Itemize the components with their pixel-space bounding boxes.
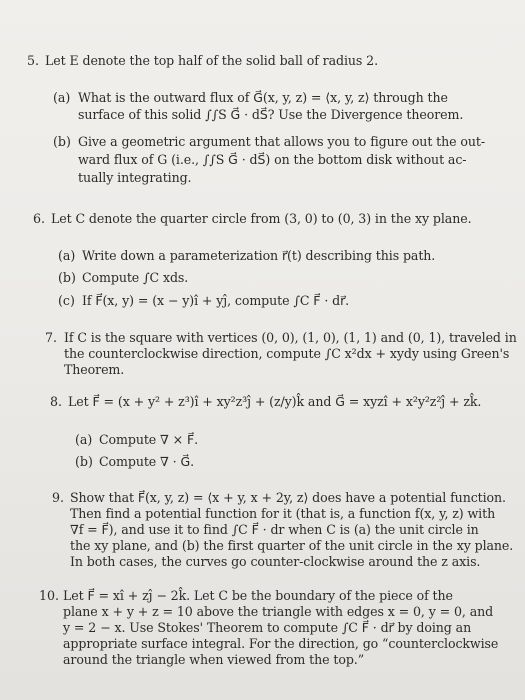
problem-9-stem-2: Then find a potential function for it (that is, a function f(x, y, z) with — [70, 506, 496, 521]
problem-5-stem: Let E denote the top half of the solid ball of radius 2. — [45, 53, 378, 68]
problem-9-stem-4: the xy plane, and (b) the first quarter of the unit circle in the xy plane. — [70, 538, 514, 553]
problem-10-stem-5: around the triangle when viewed from the top.” — [63, 652, 365, 667]
problem-6b-label: (b) — [58, 270, 76, 285]
problem-9-stem-5: In both cases, the curves go counter-clockwise around the z axis. — [70, 554, 481, 569]
problem-5a-line-2: surface of this solid ∫∫S G⃗ · dS⃗? Use the Divergence theorem. — [78, 107, 464, 122]
problem-6c-label: (c) — [58, 293, 75, 308]
problem-6c-line-1: If F⃗(x, y) = (x − y)î + yĵ, compute ∫C F⃗ · dr⃗. — [82, 293, 350, 308]
problem-6a-line-1: Write down a parameterization r⃗(t) describing this path. — [82, 248, 436, 263]
problem-10-stem-2: plane x + y + z = 10 above the triangle with edges x = 0, y = 0, and — [63, 604, 494, 619]
problem-7-stem-2: the counterclockwise direction, compute ∫C x²dx + xydy using Green's — [64, 346, 510, 361]
problem-5b-line-3: tually integrating. — [78, 170, 192, 185]
problem-7-number: 7. — [45, 330, 58, 345]
problem-5b-line-1: Give a geometric argument that allows you to figure out the out- — [78, 134, 486, 149]
problem-8b-line-1: Compute ∇ · G⃗. — [99, 454, 195, 469]
problem-8a-label: (a) — [75, 432, 93, 447]
problem-9-stem-1: Show that F⃗(x, y, z) = ⟨x + y, x + 2y, z⟩ does have a potential function. — [70, 490, 506, 505]
problem-7-stem-1: If C is the square with vertices (0, 0), (1, 0), (1, 1) and (0, 1), traveled in — [64, 330, 517, 345]
problem-6b-line-1: Compute ∫C xds. — [82, 270, 189, 285]
problem-6-number: 6. — [33, 211, 46, 226]
problem-7-stem-3: Theorem. — [64, 362, 125, 377]
problem-5b-label: (b) — [53, 134, 71, 149]
problem-6a-label: (a) — [58, 248, 76, 263]
problem-5a-label: (a) — [53, 90, 71, 105]
problem-6-stem: Let C denote the quarter circle from (3, 0) to (0, 3) in the xy plane. — [51, 211, 472, 226]
problem-10-number: 10. — [39, 588, 60, 603]
problem-9-stem-3: ∇f = F⃗), and use it to find ∫C F⃗ · dr when C is (a) the unit circle in — [70, 522, 479, 537]
problem-8-number: 8. — [50, 394, 63, 409]
problem-8a-line-1: Compute ∇ × F⃗. — [99, 432, 199, 447]
problem-8-stem: Let F⃗ = (x + y² + z³)î + xy²z³ĵ + (z/y)k̂ and G⃗ = xyzî + x²y²z²ĵ + zk̂. — [68, 394, 482, 409]
problem-10-stem-1: Let F⃗ = xî + zĵ − 2k̂. Let C be the boundary of the piece of the — [63, 588, 453, 603]
problem-9-number: 9. — [52, 490, 65, 505]
problem-5a-line-1: What is the outward flux of G⃗(x, y, z) = ⟨x, y, z⟩ through the — [78, 90, 448, 105]
problem-8b-label: (b) — [75, 454, 93, 469]
problem-5b-line-2: ward flux of G (i.e., ∫∫S G⃗ · dS⃗) on the bottom disk without ac- — [78, 152, 467, 167]
problem-10-stem-4: appropriate surface integral. For the direction, go “counterclockwise — [63, 636, 499, 651]
problem-5-number: 5. — [27, 53, 40, 68]
problem-10-stem-3: y = 2 − x. Use Stokes' Theorem to compute ∫C F⃗ · dr⃗ by doing an — [63, 620, 472, 635]
